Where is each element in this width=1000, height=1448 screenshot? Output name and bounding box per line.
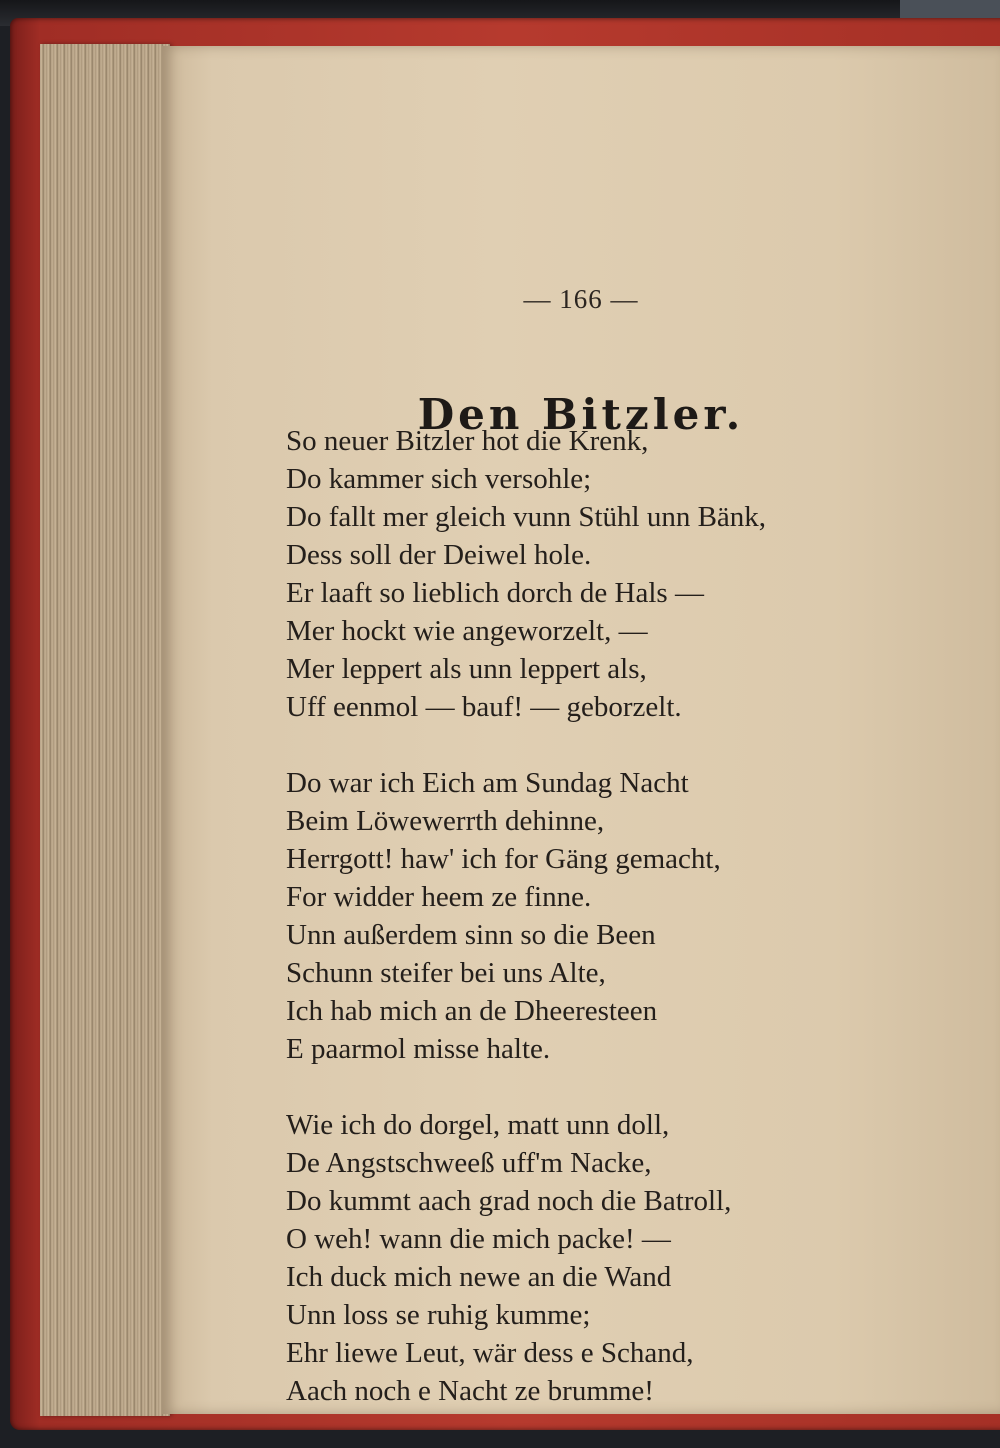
poem-title: Den Bitzler. [417, 390, 745, 439]
verse-line: Beim Löwewerrth dehinne, [286, 805, 605, 837]
verse-line: Do war ich Eich am Sundag Nacht [286, 767, 689, 799]
verse-line: Do fallt mer gleich vunn Stühl unn Bänk, [286, 501, 767, 533]
verse-line: Er laaft so lieblich dorch de Hals — [286, 577, 704, 609]
verse-line: For widder heem ze finne. [286, 881, 592, 913]
page-number: — 166 — [523, 284, 639, 314]
verse-line: Do kummt aach grad noch die Batroll, [286, 1185, 732, 1217]
verse-line: Ich duck mich newe an die Wand [286, 1261, 672, 1293]
verse-line: Unn loss se ruhig kumme; [286, 1299, 591, 1331]
stanza-3 [286, 1106, 866, 1410]
verse-line: De Angstschweeß uff'm Nacke, [286, 1147, 652, 1179]
verse-line: Dess soll der Deiwel hole. [286, 539, 592, 571]
poem-body [286, 422, 866, 1448]
verse-line: Ehr liewe Leut, wär dess e Schand, [286, 1337, 694, 1369]
verse-line: Uff eenmol — bauf! — geborzelt. [286, 691, 682, 723]
verse-line: Wie ich do dorgel, matt unn doll, [286, 1109, 670, 1141]
verse-line: So neuer Bitzler hot die Krenk, [286, 425, 649, 457]
verse-line: Aach noch e Nacht ze brumme! [286, 1375, 654, 1407]
stanza-2 [286, 764, 866, 1068]
verse-line: Do kammer sich versohle; [286, 463, 592, 495]
verse-line: Mer hockt wie angeworzelt, — [286, 615, 648, 647]
verse-line: Unn außerdem sinn so die Been [286, 919, 656, 951]
stanza-1 [286, 422, 866, 726]
page-edges [40, 44, 170, 1416]
verse-line: E paarmol misse halte. [286, 1033, 551, 1065]
verse-line: Ich hab mich an de Dheeresteen [286, 995, 658, 1027]
verse-line: O weh! wann die mich packe! — [286, 1223, 671, 1255]
verse-line: Schunn steifer bei uns Alte, [286, 957, 606, 989]
verse-line: Mer leppert als unn leppert als, [286, 653, 647, 685]
verse-line: Herrgott! haw' ich for Gäng gemacht, [286, 843, 721, 875]
